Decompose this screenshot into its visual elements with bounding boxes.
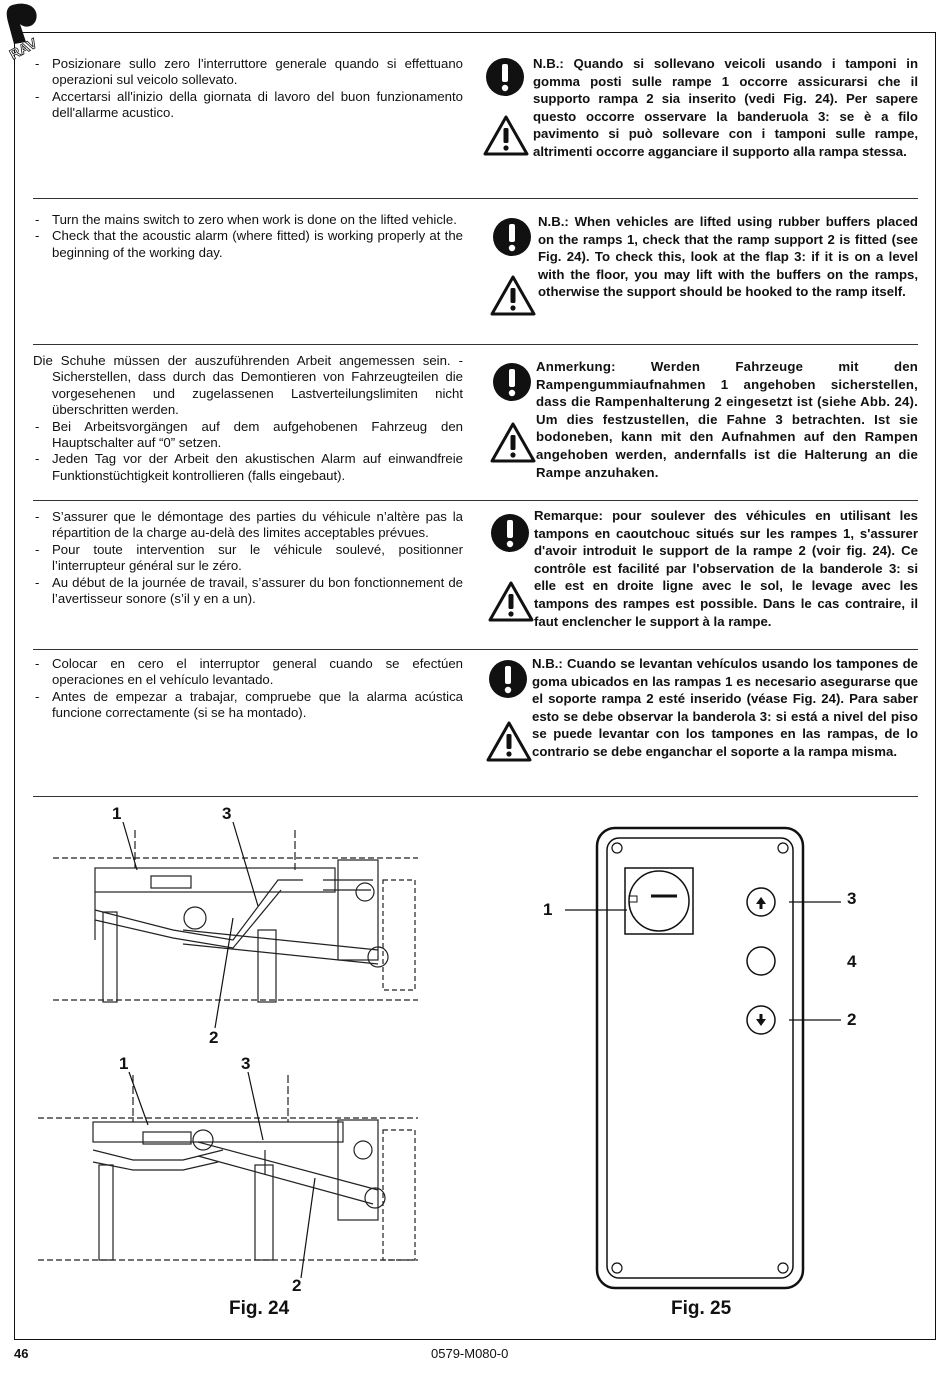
warning-triangle-icon — [488, 580, 534, 622]
section-it — [33, 55, 918, 199]
list-item: - Pour toute intervention sur le véhicule soulevé, positionner l’interrupteur général sur le zéro. — [33, 542, 463, 575]
fig24-callout-3-bottom: 3 — [241, 1054, 251, 1073]
warning-triangle-icon — [486, 720, 532, 762]
note-text: N.B.: Quando si sollevano veicoli usando i tamponi in gomma posti sulle rampe 1 occorre assicurarsi che il supporto rampa 2 sia inserito (vedi Fig. 24). Per sapere questo occorre osservare la banderuola 3: se è a filo pavimento si può sollevare con i tamponi sulle rampe, altrimenti occorre agganciare il supporto alla rampa stessa. — [533, 56, 918, 159]
section-en — [33, 211, 918, 345]
fig25-callout-2: 2 — [847, 1010, 857, 1029]
note-text: Remarque: pour soulever des véhicules en utilisant les tampons en caoutchouc situés sur les rampes 1, s'assurer d'avoir introduit le support de la rampe 2 (voir fig. 24). Ce contrôle est facilité par l'observation de la banderole 3: si elle est en droite ligne avec le sol, le levage avec les tampons des rampes est possible. Dans le cas contraire, il faut enclencher le support à la rampe. — [534, 508, 918, 629]
fig24-callout-3-top: 3 — [222, 804, 232, 823]
ravaglioli-logo-icon — [2, 2, 50, 62]
list-item: - Colocar en cero el interruptor general cuando se efectúen operaciones en el vehículo levantado. — [33, 656, 463, 689]
document-code: 0579-M080-0 — [431, 1346, 509, 1361]
fig24-callout-2-bottom: 2 — [292, 1276, 302, 1295]
list-item: - Check that the acoustic alarm (where fitted) is working properly at the beginning of the working day. — [33, 228, 463, 261]
list-item: - Antes de empezar a trabajar, compruebe que la alarma acústica funcione correctamente (si se ha montado). — [33, 689, 463, 722]
list-item: - Jeden Tag vor der Arbeit den akustischen Alarm auf einwandfreie Funktionstüchtigkeit kontrollieren (falls eingebaut). — [33, 451, 463, 484]
svg-text:RAV: RAV — [6, 34, 40, 62]
note-text: N.B.: When vehicles are lifted using rubber buffers placed on the ramps 1, check that the ramp support 2 is fitted (see Fig. 24). To check this, look at the flap 3: if it is on a level with the floor, you may lift with the buffers on the ramps, otherwise the support should be hooked to the ramp itself. — [538, 214, 918, 300]
exclamation-icon — [492, 362, 532, 402]
fig25-callout-4: 4 — [847, 952, 857, 971]
list-item: - Accertarsi all'inizio della giornata di lavoro del buon funzionamento dell'allarme acustico. — [33, 89, 463, 122]
note-text: N.B.: Cuando se levantan vehículos usando los tampones de goma ubicados en las rampas 1 es necesario asegurarse que el soporte rampa 2 esté inserido (véase Fig. 24). Para saber esto se debe observar la banderola 3: si está a nivel del piso se puede levantar con los tampones en las rampas, de lo contrario se debe enganchar el soporte a la rampa misma. — [532, 656, 918, 759]
exclamation-icon — [490, 513, 530, 553]
figures — [33, 800, 918, 1330]
list-item: - S’assurer que le démontage des parties du véhicule n’altère pas la répartition de la charge au-delà des limites acceptables prévues. — [33, 509, 463, 542]
list-item: - Bei Arbeitsvorgängen auf dem aufgehobenen Fahrzeug den Hauptschalter auf “0” setzen. — [33, 419, 463, 452]
fig24-leader-lines — [33, 800, 433, 1320]
list-item: - Turn the mains switch to zero when work is done on the lifted vehicle. — [33, 212, 463, 228]
fig24-callout-1-bottom: 1 — [119, 1054, 129, 1073]
exclamation-icon — [485, 57, 525, 97]
fig24-callout-1-top: 1 — [112, 804, 122, 823]
page-number: 46 — [14, 1346, 29, 1361]
warning-triangle-icon — [483, 114, 529, 156]
exclamation-icon — [488, 659, 528, 699]
warning-triangle-icon — [490, 274, 536, 316]
fig24-callout-2-top: 2 — [209, 1028, 219, 1047]
fig25-leader-lines — [553, 880, 883, 1040]
exclamation-icon — [492, 217, 532, 257]
list-item: - Posizionare sullo zero l'interruttore generale quando si effettuano operazioni sul veicolo sollevato. — [33, 56, 463, 89]
note-text: Anmerkung: Werden Fahrzeuge mit den Rampengummiaufnahmen 1 angehoben sicherstellen, dass die Rampenhalterung 2 eingesetzt ist (siehe Abb. 24). Um dies festzustellen, die Fahne 3 betrachten. Ist sie bodoneben, kann mit den Aufnahmen auf den Rampen angehoben werden, andernfalls ist die Halterung an die Rampe anzuhaken. — [536, 359, 918, 480]
section-de — [33, 352, 918, 501]
list-item: - Au début de la journée de travail, s’assurer du bon fonctionnement de l’avertisseur sonore (s’il y en a un). — [33, 575, 463, 608]
fig25-callout-3: 3 — [847, 889, 857, 908]
fig25-title: Fig. 25 — [671, 1298, 732, 1319]
section-fr — [33, 507, 918, 650]
section-es — [33, 655, 918, 797]
lead-paragraph: Die Schuhe müssen der auszuführenden Arbeit angemessen sein. - Sicherstellen, dass durch das Demontieren von Fahrzeugteilen die vorgesehenen und zugelassenen Lastverteilungslimiten nicht überschritten werden. — [33, 353, 463, 418]
fig24-title: Fig. 24 — [229, 1298, 290, 1319]
fig25-callout-1: 1 — [543, 900, 553, 919]
warning-triangle-icon — [490, 421, 536, 463]
